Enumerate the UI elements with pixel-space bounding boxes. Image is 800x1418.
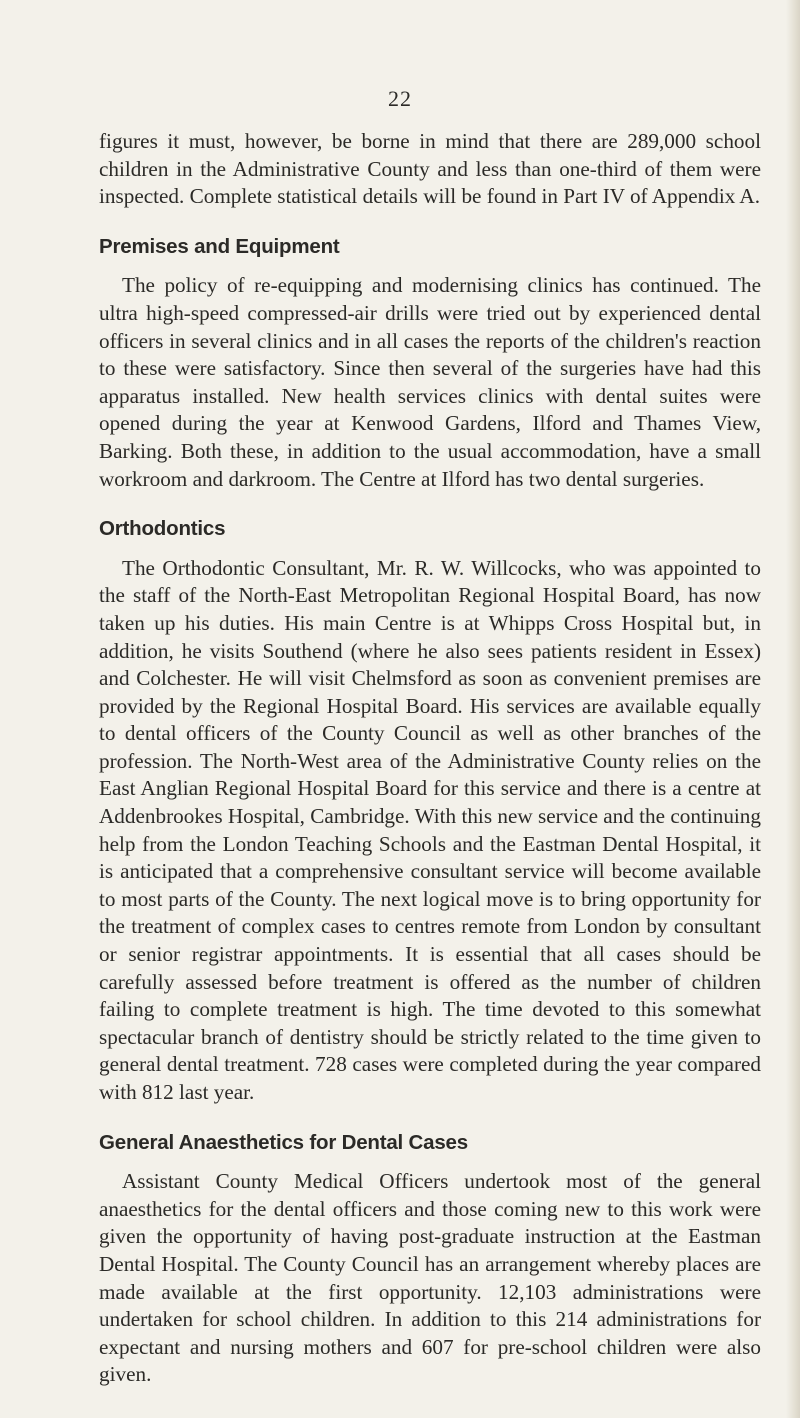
section-heading-anaesthetics: General Anaesthetics for Dental Cases <box>99 1130 468 1154</box>
section-heading-orthodontics: Orthodontics <box>99 517 226 541</box>
section-body-anaesthetics: Assistant County Medical Officers undertook most of the general anaesthetics for the dental officers and those coming new to this work were given the opportunity of having post-graduate instruction at the Eastman Dental Hospital. The County Council has an arrangement whereby places are made available at the first opportunity. 12,103 administrations were undertaken for school children. In addition to this 214 administrations for expectant and nursing mothers and 607 for pre-school children were also given. <box>99 1169 761 1387</box>
intro-paragraph: figures it must, however, be borne in mind that there are 289,000 school children in the Administrative County and less than one-third of them were inspected. Complete statistical details will be found in Part IV of Appendix A. <box>99 129 761 209</box>
document-body <box>99 128 761 1389</box>
page-edge-shadow <box>786 0 800 1418</box>
page-number: 22 <box>388 86 412 111</box>
section-heading-premises: Premises and Equipment <box>99 234 340 258</box>
section-body-orthodontics: The Orthodontic Consultant, Mr. R. W. Willcocks, who was appointed to the staff of the North-East Metropolitan Regional Hospital Board, has now taken up his duties. His main Centre is at Whipps Cross Hospital but, in addition, he visits Southend (where he also sees patients resident in Essex) and Colchester. He will visit Chelmsford as soon as convenient premises are provided by the Regional Hospital Board. His services are available equally to dental officers of the County Council as well as other branches of the profession. The North-West area of the Administrative County relies on the East Anglian Regional Hospital Board for this service and there is a centre at Addenbrookes Hospital, Cambridge. With this new service and the continuing help from the London Teaching Schools and the Eastman Dental Hospital, it is anticipated that a comprehensive consultant service will become available to most parts of the County. The next logical move is to bring opportunity for the treatment of complex cases to centres remote from London by consultant or senior registrar appointments. It is essential that all cases should be carefully assessed before treatment is offered as the number of children failing to complete treatment is high. The time devoted to this somewhat spectacular branch of dentistry should be strictly related to the time given to general dental treatment. 728 cases were completed during the year compared with 812 last year. <box>99 555 761 1104</box>
section-body-premises: The policy of re-equipping and modernising clinics has continued. The ultra high-speed compressed-air drills were tried out by experienced dental officers in several clinics and in all cases the reports of the children's reaction to these were satisfactory. Since then several of the surgeries have had this apparatus installed. New health services clinics with dental suites were opened during the year at Kenwood Gardens, Ilford and Thames View, Barking. Both these, in addition to the usual accommodation, have a small workroom and darkroom. The Centre at Ilford has two dental surgeries. <box>99 273 761 491</box>
